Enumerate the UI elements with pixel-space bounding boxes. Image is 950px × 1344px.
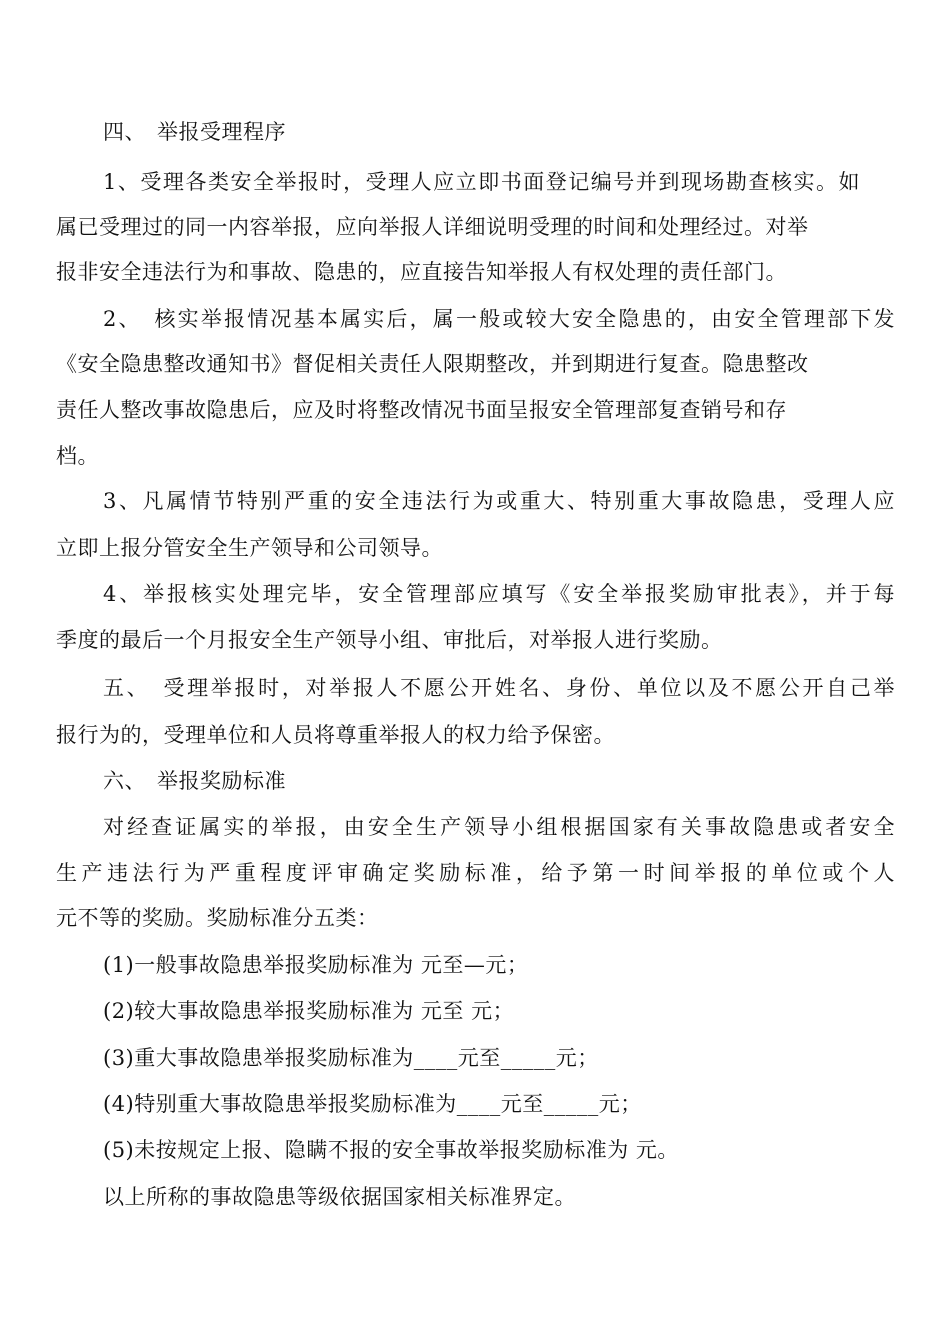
paragraph-line: 《安全隐患整改通知书》督促相关责任人限期整改，并到期进行复查。隐患整改 — [56, 352, 809, 376]
closing-line: 以上所称的事故隐患等级依据国家相关标准界定。 — [103, 1185, 576, 1209]
paragraph-line: 对经查证属实的举报，由安全生产领导小组根据国家有关事故隐患或者安全 — [103, 815, 895, 839]
section-heading-6: 六、 举报奖励标准 — [103, 769, 286, 793]
paragraph-line: 责任人整改事故隐患后，应及时将整改情况书面呈报安全管理部复查销号和存 — [56, 398, 787, 422]
section-heading-4: 四、 举报受理程序 — [103, 120, 286, 144]
reward-item-2: (2)较大事故隐患举报奖励标准为 元至 元； — [103, 999, 515, 1023]
paragraph-line: 1、受理各类安全举报时，受理人应立即书面登记编号并到现场勘查核实。如 — [103, 170, 860, 194]
paragraph-line: 2、 核实举报情况基本属实后，属一般或较大安全隐患的，由安全管理部下发 — [103, 307, 895, 331]
reward-item-5: (5)未按规定上报、隐瞒不报的安全事故举报奖励标准为 元。 — [103, 1138, 679, 1162]
paragraph-line: 3、凡属情节特别严重的安全违法行为或重大、特别重大事故隐患，受理人应 — [103, 489, 895, 513]
paragraph-line: 属已受理过的同一内容举报，应向举报人详细说明受理的时间和处理经过。对举 — [56, 215, 809, 239]
paragraph-line: 生产违法行为严重程度评审确定奖励标准，给予第一时间举报的单位或个人 — [56, 861, 895, 885]
reward-item-1: (1)一般事故隐患举报奖励标准为 元至—元； — [103, 953, 529, 977]
paragraph-line: 报行为的，受理单位和人员将尊重举报人的权力给予保密。 — [56, 723, 615, 747]
paragraph-line: 报非安全违法行为和事故、隐患的，应直接告知举报人有权处理的责任部门。 — [56, 260, 787, 284]
reward-item-3: (3)重大事故隐患举报奖励标准为____元至_____元； — [103, 1046, 599, 1070]
paragraph-line: 档。 — [56, 444, 99, 468]
paragraph-line: 4、举报核实处理完毕，安全管理部应填写《安全举报奖励审批表》，并于每 — [103, 582, 895, 606]
paragraph-line: 立即上报分管安全生产领导和公司领导。 — [56, 536, 443, 560]
section-heading-5: 五、 受理举报时，对举报人不愿公开姓名、身份、单位以及不愿公开自己举 — [103, 676, 895, 700]
reward-item-4: (4)特别重大事故隐患举报奖励标准为____元至_____元； — [103, 1092, 642, 1116]
paragraph-line: 季度的最后一个月报安全生产领导小组、审批后，对举报人进行奖励。 — [56, 628, 723, 652]
paragraph-line: 元不等的奖励。奖励标准分五类： — [56, 906, 379, 930]
